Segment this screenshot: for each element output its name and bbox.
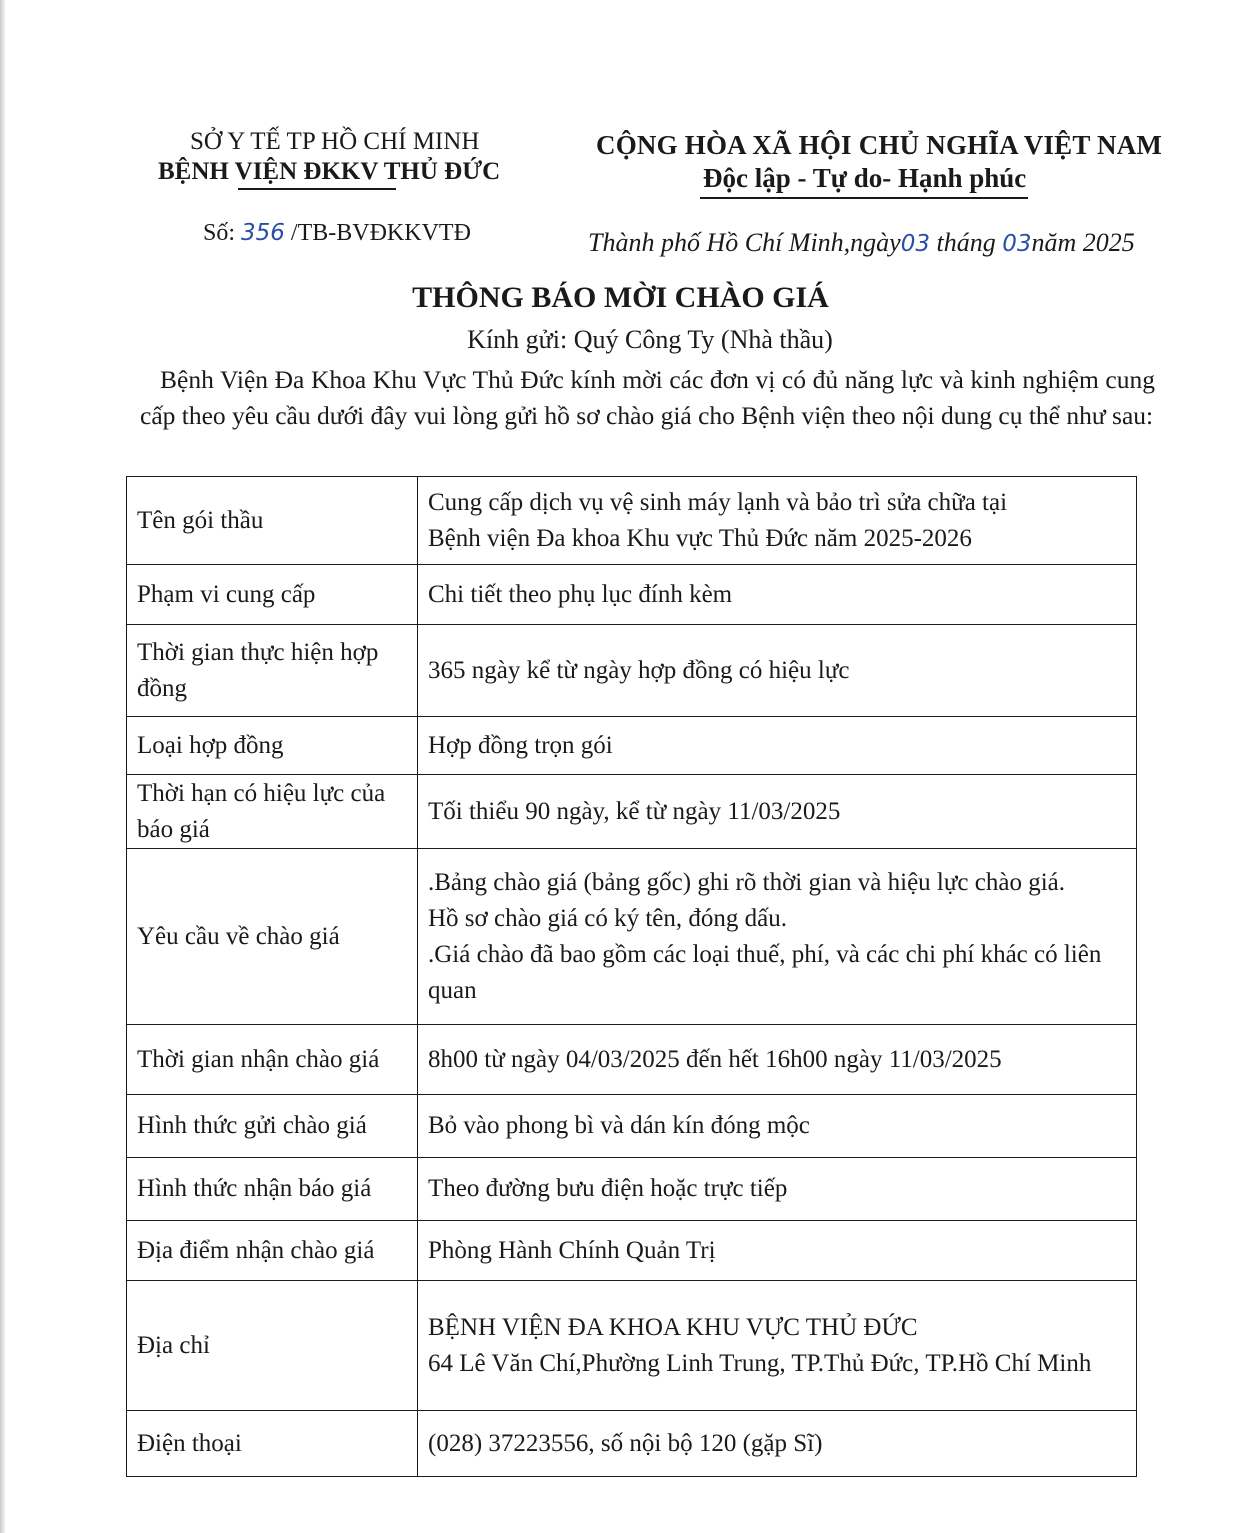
value-line: 365 ngày kể từ ngày hợp đồng có hiệu lực [428,656,850,684]
row-label: Thời gian thực hiện hợp đồng [127,625,418,717]
value-line: .Bảng chào giá (bảng gốc) ghi rõ thời gian và hiệu lực chào giá. [428,868,1065,896]
row-label: Hình thức nhận báo giá [127,1158,418,1221]
motto-underline [700,197,1028,199]
row-value [418,717,1137,775]
row-value [418,1411,1137,1477]
value-line: Chi tiết theo phụ lục đính kèm [428,580,733,608]
date-day: 03 [900,231,931,257]
row-label: Địa chỉ [127,1281,418,1411]
table-row [127,775,1137,849]
value-line: Tối thiểu 90 ngày, kể từ ngày 11/03/2025 [428,797,841,825]
table-row [127,849,1137,1025]
row-value [418,1281,1137,1411]
value-line: 64 Lê Văn Chí,Phường Linh Trung, TP.Thủ Đức, TP.Hồ Chí Minh [428,1349,1092,1377]
table-row [127,1411,1137,1477]
row-value [418,565,1137,625]
doc-no-handwritten: 356 [241,220,285,246]
row-label: Hình thức gửi chào giá [127,1095,418,1158]
row-label: Địa điểm nhận chào giá [127,1221,418,1281]
document-date [588,228,1135,258]
intro-paragraph: Bệnh Viện Đa Khoa Khu Vực Thủ Đức kính mời các đơn vị có đủ năng lực và kinh nghiệm cung cấp theo yêu cầu dưới đây vui lòng gửi hồ sơ chào giá cho Bệnh viện theo nội dung cụ thể như sau: [140,365,1155,430]
table-row [127,477,1137,565]
value-line: .Giá chào đã bao gồm các loại thuế, phí, và các chi phí khác có liên quan [428,940,1102,1004]
value-line: Hồ sơ chào giá có ký tên, đóng dấu. [428,904,787,932]
org-underline [238,188,396,190]
row-label: Phạm vi cung cấp [127,565,418,625]
row-value [418,1025,1137,1095]
date-month: 03 [1002,231,1032,257]
row-label: Loại hợp đồng [127,717,418,775]
table-row [127,565,1137,625]
date-place: Thành phố Hồ Chí Minh,ngày [588,228,901,257]
row-value [418,1095,1137,1158]
national-title: CỘNG HÒA XÃ HỘI CHỦ NGHĨA VIỆT NAM [596,130,1163,160]
table-row [127,625,1137,717]
row-label: Tên gói thầu [127,477,418,565]
info-table [126,476,1137,1477]
value-line: Bỏ vào phong bì và dán kín đóng mộc [428,1112,810,1139]
row-value [418,477,1137,565]
doc-no-prefix: Số: [203,220,236,246]
org-name-hospital: BỆNH VIỆN ĐKKV THỦ ĐỨC [158,158,501,185]
org-name-department: SỞ Y TẾ TP HỒ CHÍ MINH [190,128,480,155]
value-line: Theo đường bưu điện hoặc trực tiếp [428,1175,788,1202]
row-label: Điện thoại [127,1411,418,1477]
date-month-label: tháng [936,228,996,257]
table-row [127,717,1137,775]
doc-no-suffix: /TB-BVĐKKVTĐ [290,220,471,246]
row-value [418,1221,1137,1281]
row-value [418,849,1137,1025]
value-line: BỆNH VIỆN ĐA KHOA KHU VỰC THỦ ĐỨC [428,1313,918,1341]
value-line: (028) 37223556, số nội bộ 120 (gặp Sĩ) [428,1429,823,1457]
row-value [418,775,1137,849]
national-motto: Độc lập - Tự do- Hạnh phúc [703,163,1027,193]
row-label: Thời gian nhận chào giá [127,1025,418,1095]
table-row [127,1281,1137,1411]
value-line: 8h00 từ ngày 04/03/2025 đến hết 16h00 ngày 11/03/2025 [428,1045,1002,1073]
row-label: Yêu cầu về chào giá [127,849,418,1025]
date-year: năm 2025 [1031,228,1135,257]
row-value [418,1158,1137,1221]
value-line: Hợp đồng trọn gói [428,731,613,759]
table-row [127,1221,1137,1281]
table-row [127,1095,1137,1158]
row-label: Thời hạn có hiệu lực của báo giá [127,775,418,849]
salutation: Kính gửi: Quý Công Ty (Nhà thầu) [467,325,833,354]
value-line: Phòng Hành Chính Quản Trị [428,1236,716,1264]
table-row [127,1158,1137,1221]
value-line: Cung cấp dịch vụ vệ sinh máy lạnh và bảo trì sửa chữa tại [428,488,1008,516]
document-title: THÔNG BÁO MỜI CHÀO GIÁ [412,281,829,314]
table-row [127,1025,1137,1095]
scan-edge [0,0,5,1533]
row-value [418,625,1137,717]
document-number [203,220,471,247]
value-line: Bệnh viện Đa khoa Khu vực Thủ Đức năm 2025-2026 [428,524,972,552]
